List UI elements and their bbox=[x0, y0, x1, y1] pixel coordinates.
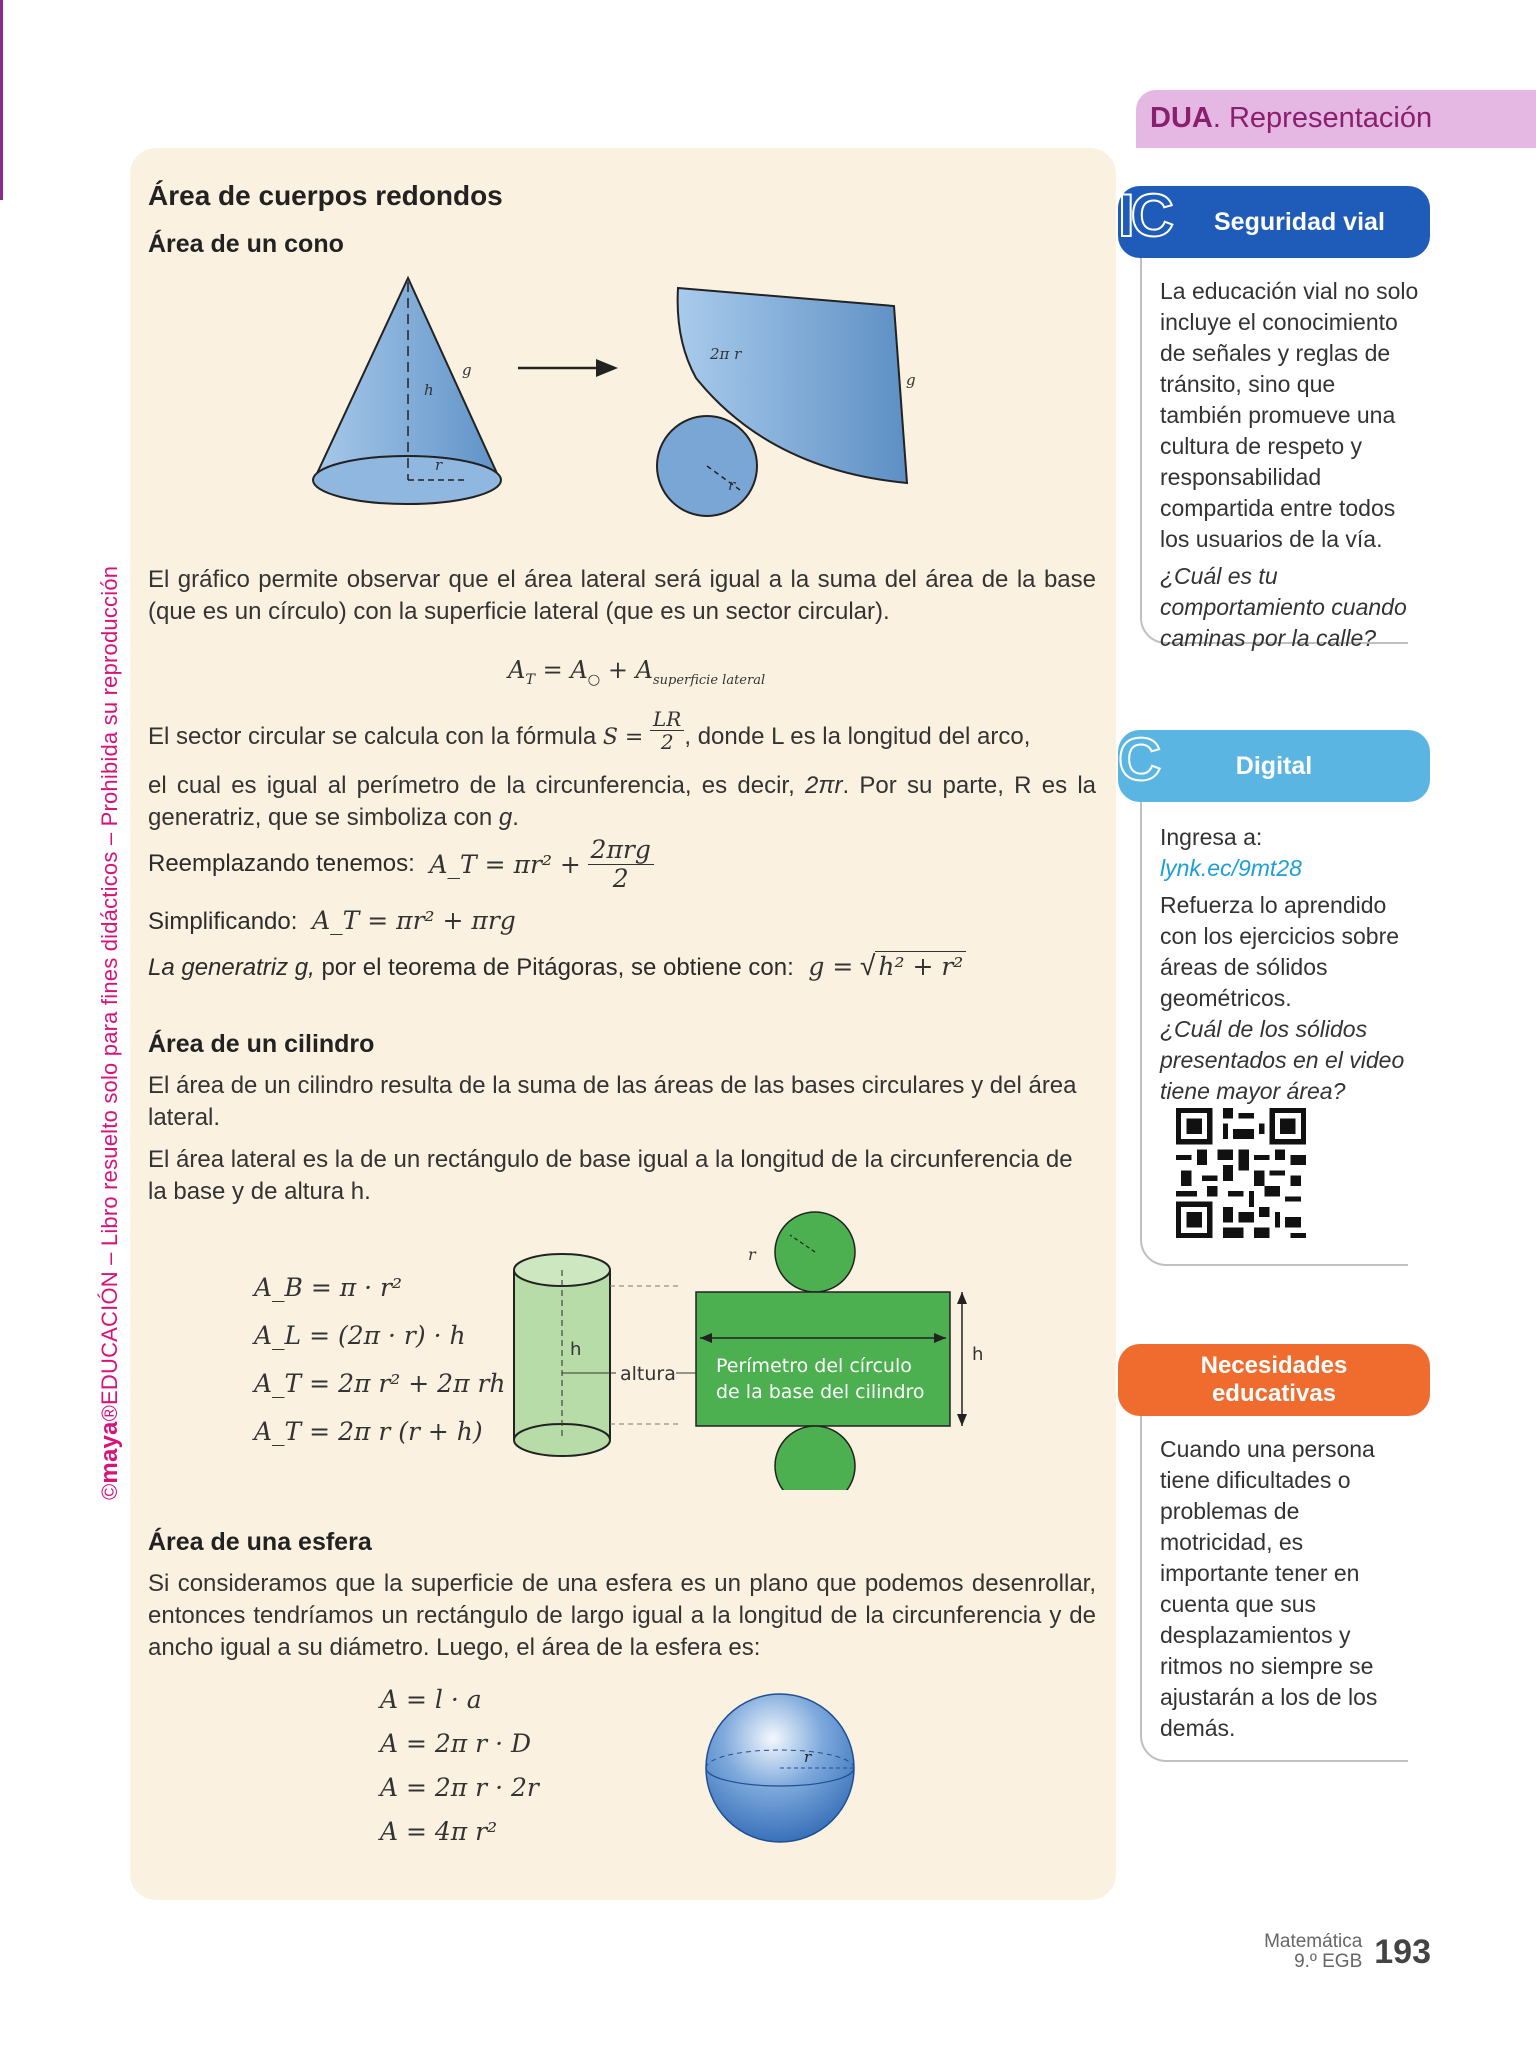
sphere-formula-2: A = 2π r · D bbox=[380, 1729, 532, 1758]
formula-op: = bbox=[534, 656, 571, 684]
sector-label-arc: 2π r bbox=[710, 345, 742, 363]
page-title: Área de cuerpos redondos bbox=[148, 180, 503, 211]
formula-sub: superficie lateral bbox=[652, 672, 766, 688]
cone-paragraph-3: el cual es igual al perímetro de la circunferencia, es decir, 2πr. Por su parte, R es la generatriz, que se simboliza con g. bbox=[148, 772, 1097, 831]
sector-label-g: g bbox=[906, 371, 916, 389]
copyright-symbol: © bbox=[97, 1483, 122, 1500]
digital-title: Digital bbox=[1235, 752, 1313, 780]
fraction-den: 2 bbox=[612, 863, 629, 893]
arrow-icon bbox=[518, 359, 618, 377]
ic-icon: IC bbox=[1118, 182, 1170, 249]
rect-label-line1: Perímetro del círculo bbox=[716, 1355, 912, 1377]
sphere-formula-4: A = 4π r² bbox=[380, 1817, 498, 1846]
fraction-num: 2πrg bbox=[588, 836, 654, 865]
vertical-copyright bbox=[96, 560, 126, 1500]
cylinder-formulas bbox=[254, 1264, 506, 1456]
dua-banner-text bbox=[1150, 102, 1432, 135]
digital-question: ¿Cuál de los sólidos presentados en el video tiene mayor área? bbox=[1160, 1016, 1405, 1104]
sphere-formulas bbox=[380, 1678, 539, 1854]
c-icon: C bbox=[1118, 726, 1162, 793]
rect-label-h: h bbox=[972, 1344, 984, 1365]
left-edge-bar bbox=[0, 0, 3, 200]
sphere-heading: Área de una esfera bbox=[148, 1528, 372, 1556]
text-span: . Por su parte, R es la generatriz, que se simboliza con bbox=[148, 772, 1097, 831]
text-span: La generatriz g, bbox=[148, 954, 315, 981]
necesidades-title-bar bbox=[1118, 1344, 1430, 1416]
rect-label-line2: de la base del cilindro bbox=[716, 1381, 925, 1403]
math-span: A_T = πr² + πrg bbox=[312, 906, 516, 935]
label-altura: altura bbox=[620, 1363, 676, 1385]
formula-op: + bbox=[600, 656, 636, 684]
cone-heading: Área de un cono bbox=[148, 230, 344, 258]
fraction-lr bbox=[650, 708, 684, 753]
cone-label-g: g bbox=[462, 361, 472, 379]
cone-formula-main bbox=[508, 656, 765, 688]
cylinder-solid bbox=[514, 1254, 680, 1456]
seguridad-title-bar bbox=[1118, 182, 1430, 258]
text-span: Simplificando: bbox=[148, 908, 298, 935]
qr-code-icon[interactable] bbox=[1176, 1108, 1306, 1238]
formula-sub: T bbox=[525, 671, 535, 688]
cone-paragraph-2 bbox=[148, 707, 1096, 757]
cylinder-heading: Área de un cilindro bbox=[148, 1030, 375, 1058]
sphere-formula-3: A = 2π r · 2r bbox=[380, 1773, 539, 1802]
footer-grade: 9.º EGB bbox=[1294, 1951, 1363, 1972]
sphere-paragraph: Si consideramos que la superficie de una esfera es un plano que podemos desenrollar, entonces tendríamos un rectángulo de largo igual a la longitud de la circunferencia y de ancho igual a su diámetro. Luego, el área de la esfera es: bbox=[148, 1570, 1096, 1661]
digital-text: Refuerza lo aprendido con los ejercicios sobre áreas de sólidos geométricos. bbox=[1160, 892, 1400, 1011]
fraction-num: LR bbox=[650, 708, 684, 731]
necesidades-title-2: educativas bbox=[1211, 1380, 1337, 1407]
cylinder-formula-at: A_T = 2π r² + 2π rh bbox=[254, 1369, 506, 1398]
math-span: g bbox=[498, 804, 513, 831]
math-span: 2πr bbox=[805, 772, 843, 799]
fraction-den: 2 bbox=[660, 730, 674, 755]
page-footer bbox=[1264, 1932, 1431, 1972]
formula-term: A bbox=[570, 656, 588, 684]
generatriz-line: La generatriz g, por el teorema de Pitágoras, se obtiene con: g = √ h² + r² bbox=[148, 950, 966, 982]
sphere-diagram bbox=[700, 1688, 860, 1848]
digital-ingresa: Ingresa a: bbox=[1160, 824, 1263, 850]
seguridad-body bbox=[1160, 276, 1420, 654]
seguridad-title: Seguridad vial bbox=[1214, 208, 1385, 236]
reemplazando-line bbox=[148, 836, 654, 892]
sphere-label-r: r bbox=[804, 1748, 812, 1766]
formula-term: A bbox=[635, 656, 653, 684]
text-span: Reemplazando tenemos: bbox=[148, 850, 415, 877]
digital-title-bar bbox=[1118, 726, 1430, 802]
fraction-2prg bbox=[588, 836, 654, 892]
simplificando-line bbox=[148, 906, 516, 936]
sphere-formula-1: A = l · a bbox=[380, 1685, 482, 1714]
cone-label-r: r bbox=[435, 456, 443, 474]
math-span: S = bbox=[602, 725, 644, 750]
necesidades-title-1: Necesidades bbox=[1200, 1352, 1348, 1379]
digital-link[interactable]: lynk.ec/9mt28 bbox=[1160, 855, 1302, 881]
page-number: 193 bbox=[1374, 1932, 1431, 1971]
math-span: A_T = πr² + bbox=[429, 849, 581, 879]
registered-symbol: ® bbox=[97, 1404, 122, 1422]
seguridad-text: La educación vial no solo incluye el conocimiento de señales y reglas de tránsito, sino que también promueve una cultura de respeto y responsabilidad compartida entre todos los usuarios de la vía. bbox=[1160, 278, 1419, 552]
math-span: g = bbox=[808, 952, 854, 981]
base-label-r: r bbox=[728, 476, 736, 494]
cone-paragraph-1: El gráfico permite observar que el área lateral será igual a la suma del área de la base (que es un círculo) con la superficie lateral (que es un sector circular). bbox=[148, 566, 1096, 625]
digital-body bbox=[1160, 822, 1420, 1107]
brand-name: maya bbox=[96, 1421, 123, 1484]
seguridad-question: ¿Cuál es tu comportamiento cuando caminas por la calle? bbox=[1160, 563, 1407, 651]
cylinder-net bbox=[562, 1212, 983, 1490]
math-span: h² + r² bbox=[875, 951, 966, 981]
text-span: el cual es igual al perímetro de la circunferencia, es decir, bbox=[148, 772, 795, 799]
cylinder-label-h: h bbox=[570, 1339, 582, 1360]
formula-term: A bbox=[508, 656, 526, 684]
dua-bold: DUA bbox=[1150, 102, 1213, 134]
cylinder-formula-ab: A_B = π · r² bbox=[254, 1273, 403, 1302]
cone-net bbox=[657, 288, 916, 516]
cone-diagram bbox=[300, 270, 940, 530]
text-span: , donde L es la longitud del arco, bbox=[684, 723, 1031, 750]
formula-sub: ○ bbox=[587, 671, 601, 688]
text-span: El sector circular se calcula con la fórmula bbox=[148, 723, 597, 750]
cylinder-paragraph-2: El área lateral es la de un rectángulo de base igual a la longitud de la circunferencia de la base y de altura h. bbox=[148, 1146, 1073, 1205]
cone-label-h: h bbox=[424, 381, 434, 399]
dua-banner bbox=[1136, 90, 1536, 148]
net-label-r: r bbox=[748, 1245, 756, 1264]
dua-rest: . Representación bbox=[1212, 102, 1433, 134]
cylinder-formula-al: A_L = (2π · r) · h bbox=[254, 1321, 466, 1350]
necesidades-body: Cuando una persona tiene dificultades o problemas de motricidad, es importante tener en cuenta que sus desplazamientos y ritmos no siempre se ajustarán a los de los demás. bbox=[1160, 1436, 1378, 1741]
cylinder-diagram bbox=[500, 1210, 1020, 1490]
cylinder-formula-at-factored: A_T = 2π r (r + h) bbox=[254, 1417, 483, 1446]
text-span: por el teorema de Pitágoras, se obtiene con: bbox=[321, 954, 794, 981]
copyright-text: EDUCACIÓN – Libro resuelto solo para fines didácticos – Prohibida su reproducción bbox=[97, 565, 122, 1405]
cylinder-paragraph-1: El área de un cilindro resulta de la suma de las áreas de las bases circulares y del área lateral. bbox=[148, 1072, 1077, 1131]
footer-subject: Matemática bbox=[1264, 1931, 1363, 1952]
cone-solid bbox=[313, 278, 501, 504]
